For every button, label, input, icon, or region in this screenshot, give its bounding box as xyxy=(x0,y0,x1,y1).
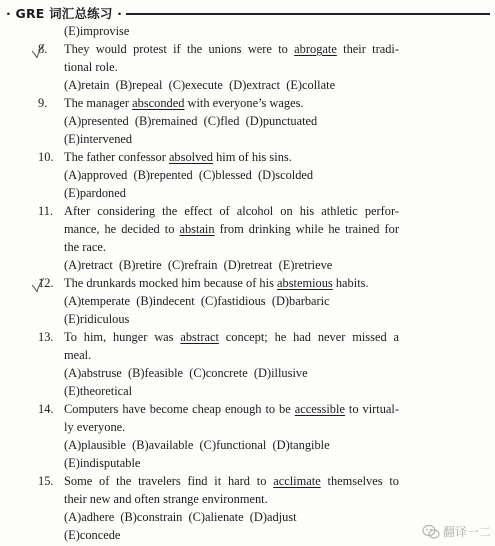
sentence-text: The manager xyxy=(64,96,133,110)
options-text: (A)temperate (B)indecent (C)fastidious (D)barbaric xyxy=(64,294,330,308)
options-text: (E)pardoned xyxy=(64,186,126,200)
answer-options xyxy=(0,508,495,526)
answer-options xyxy=(0,310,495,328)
vocabulary-word: absolved xyxy=(168,150,213,164)
header-title: · GRE 词汇总练习 · xyxy=(6,6,123,21)
vocabulary-word: abstain xyxy=(179,222,215,236)
options-text: (E)theoretical xyxy=(64,384,133,398)
answer-options xyxy=(0,364,495,382)
question-sentence xyxy=(0,40,495,58)
sentence-continuation xyxy=(0,220,495,238)
sentence-text: The drunkards mocked him because of his xyxy=(64,276,277,290)
options-text: (A)adhere (B)constrain (C)alienate (D)adjust xyxy=(64,510,297,524)
vocabulary-word: absconded xyxy=(132,96,185,110)
sentence-text: mance, he decided to xyxy=(64,222,180,236)
answer-options xyxy=(0,112,495,130)
options-text: (A)approved (B)repented (C)blessed (D)scolded xyxy=(64,168,314,182)
sentence-text: concept; he had never missed a xyxy=(218,330,399,344)
question-number: 15. xyxy=(38,474,54,488)
answer-options xyxy=(0,526,495,544)
answer-options xyxy=(0,130,495,148)
sentence-text: Computers have become cheap enough to be xyxy=(64,402,295,416)
header-rule xyxy=(126,13,490,15)
question-sentence xyxy=(0,202,495,220)
answer-options xyxy=(0,256,495,274)
answer-options xyxy=(0,184,495,202)
options-text: (E)ridiculous xyxy=(64,312,130,326)
exercise-list xyxy=(0,22,495,544)
options-text: (A)abstruse (B)feasible (C)concrete (D)illusive xyxy=(64,366,308,380)
sentence-continuation xyxy=(0,58,495,76)
sentence-text: their new and often strange environment. xyxy=(64,492,268,506)
options-text: (E)improvise xyxy=(64,24,130,38)
question-number: 11. xyxy=(38,204,54,218)
options-text: (A)plausible (B)available (C)functional (D)tangible xyxy=(64,438,330,452)
watermark xyxy=(422,523,491,540)
vocabulary-word: abstemious xyxy=(277,276,333,290)
question-sentence xyxy=(0,400,495,418)
question-number: 9. xyxy=(38,96,48,110)
sentence-continuation xyxy=(0,418,495,436)
options-text: (E)intervened xyxy=(64,132,133,146)
vocabulary-word: accessible xyxy=(294,402,345,416)
options-text: (E)concede xyxy=(64,528,121,542)
question-sentence xyxy=(0,274,495,292)
page-header xyxy=(6,4,490,22)
options-text: (A)retract (B)retire (C)refrain (D)retreat (E)retrieve xyxy=(64,258,333,272)
sentence-text: They would protest if the unions were to xyxy=(64,42,295,56)
question-number: 8. xyxy=(38,42,48,56)
sentence-text: their tradi- xyxy=(336,42,400,56)
options-text: (A)retain (B)repeal (C)execute (D)extract (E)collate xyxy=(64,78,336,92)
answer-options xyxy=(0,76,495,94)
sentence-text: with everyone’s wages. xyxy=(184,96,304,110)
options-text: (E)indisputable xyxy=(64,456,141,470)
answer-options xyxy=(0,454,495,472)
sentence-text: meal. xyxy=(64,348,92,362)
sentence-continuation xyxy=(0,238,495,256)
sentence-continuation xyxy=(0,490,495,508)
question-sentence xyxy=(0,472,495,490)
sentence-text: to virtual- xyxy=(344,402,399,416)
sentence-text: the race. xyxy=(64,240,106,254)
vocabulary-word: abstract xyxy=(180,330,219,344)
sentence-text: After considering the effect of alcohol on his athletic perfor- xyxy=(64,204,399,218)
watermark-text: 翻译一二 xyxy=(442,525,491,539)
sentence-text: tional role. xyxy=(64,60,118,74)
sentence-text: Some of the travelers find it hard to xyxy=(64,474,274,488)
answer-options xyxy=(0,382,495,400)
answer-options xyxy=(0,292,495,310)
vocabulary-word: acclimate xyxy=(273,474,321,488)
sentence-text: The father confessor xyxy=(64,150,169,164)
question-number: 13. xyxy=(38,330,54,344)
sentence-text: habits. xyxy=(332,276,369,290)
options-text: (A)presented (B)remained (C)fled (D)punctuated xyxy=(64,114,318,128)
wechat-icon xyxy=(422,524,440,540)
answer-options xyxy=(0,22,495,40)
question-sentence xyxy=(0,94,495,112)
question-number: 14. xyxy=(38,402,54,416)
question-number: 10. xyxy=(38,150,54,164)
sentence-text: themselves to xyxy=(320,474,399,488)
sentence-text: ly everyone. xyxy=(64,420,126,434)
answer-options xyxy=(0,436,495,454)
answer-options xyxy=(0,166,495,184)
sentence-continuation xyxy=(0,346,495,364)
sentence-text: him of his sins. xyxy=(212,150,292,164)
question-sentence xyxy=(0,148,495,166)
vocabulary-word: abrogate xyxy=(294,42,337,56)
sentence-text: To him, hunger was xyxy=(64,330,181,344)
question-number: 12. xyxy=(38,276,54,290)
sentence-text: from drinking while he trained for xyxy=(214,222,399,236)
question-sentence xyxy=(0,328,495,346)
